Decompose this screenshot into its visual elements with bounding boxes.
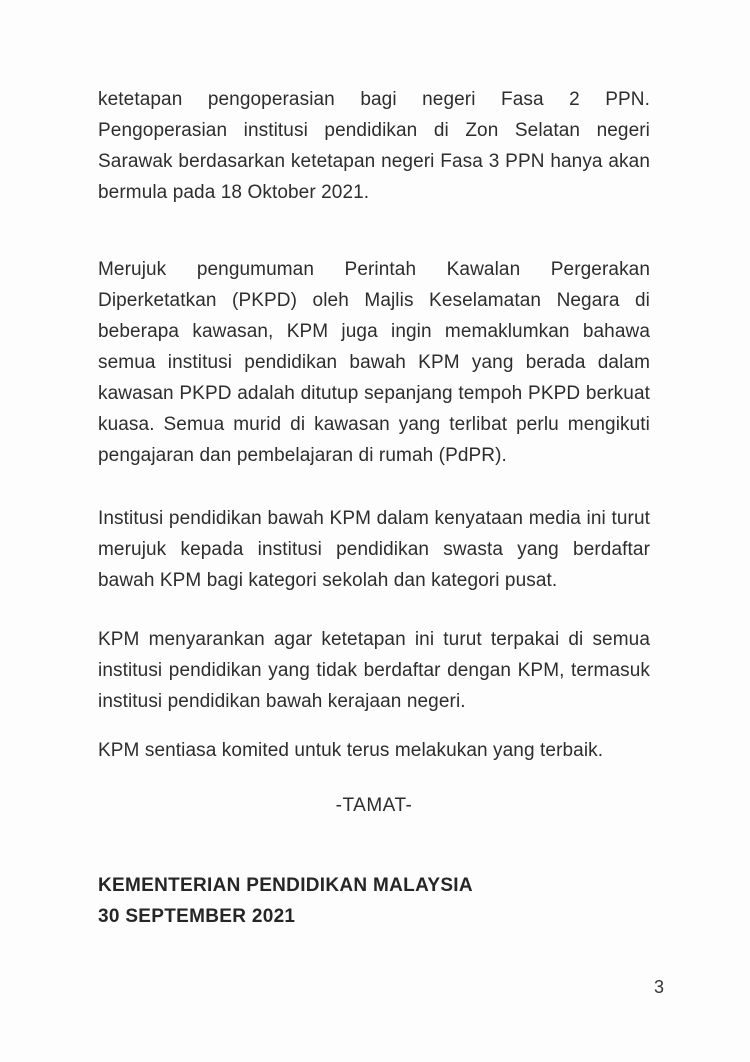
issuer-name: KEMENTERIAN PENDIDIKAN MALAYSIA xyxy=(98,875,473,896)
release-date: 30 SEPTEMBER 2021 xyxy=(98,906,296,927)
issuer-block xyxy=(98,870,650,932)
body-paragraph-5: KPM sentiasa komited untuk terus melakukan yang terbaik. xyxy=(98,740,604,761)
page-number: 3 xyxy=(653,977,664,997)
body-paragraph-4: KPM menyarankan agar ketetapan ini turut terpakai di semua institusi pendidikan yang tidak berdaftar dengan KPM, termasuk institusi pendidikan bawah kerajaan negeri. xyxy=(98,629,650,712)
end-marker: -TAMAT- xyxy=(335,795,413,816)
body-paragraph-1: ketetapan pengoperasian bagi negeri Fasa 2 PPN. Pengoperasian institusi pendidikan di Zon Selatan negeri Sarawak berdasarkan ketetapan negeri Fasa 3 PPN hanya akan bermula pada 18 Oktober 2021. xyxy=(98,89,650,203)
body-paragraph-2: Merujuk pengumuman Perintah Kawalan Pergerakan Diperketatkan (PKPD) oleh Majlis Keselamatan Negara di beberapa kawasan, KPM juga ingin memaklumkan bahawa semua institusi pendidikan bawah KPM yang berada dalam kawasan PKPD adalah ditutup sepanjang tempoh PKPD berkuat kuasa. Semua murid di kawasan yang terlibat perlu mengikuti pengajaran dan pembelajaran di rumah (PdPR). xyxy=(98,259,650,466)
body-paragraph-3: Institusi pendidikan bawah KPM dalam kenyataan media ini turut merujuk kepada institusi pendidikan swasta yang berdaftar bawah KPM bagi kategori sekolah dan kategori pusat. xyxy=(98,508,650,591)
